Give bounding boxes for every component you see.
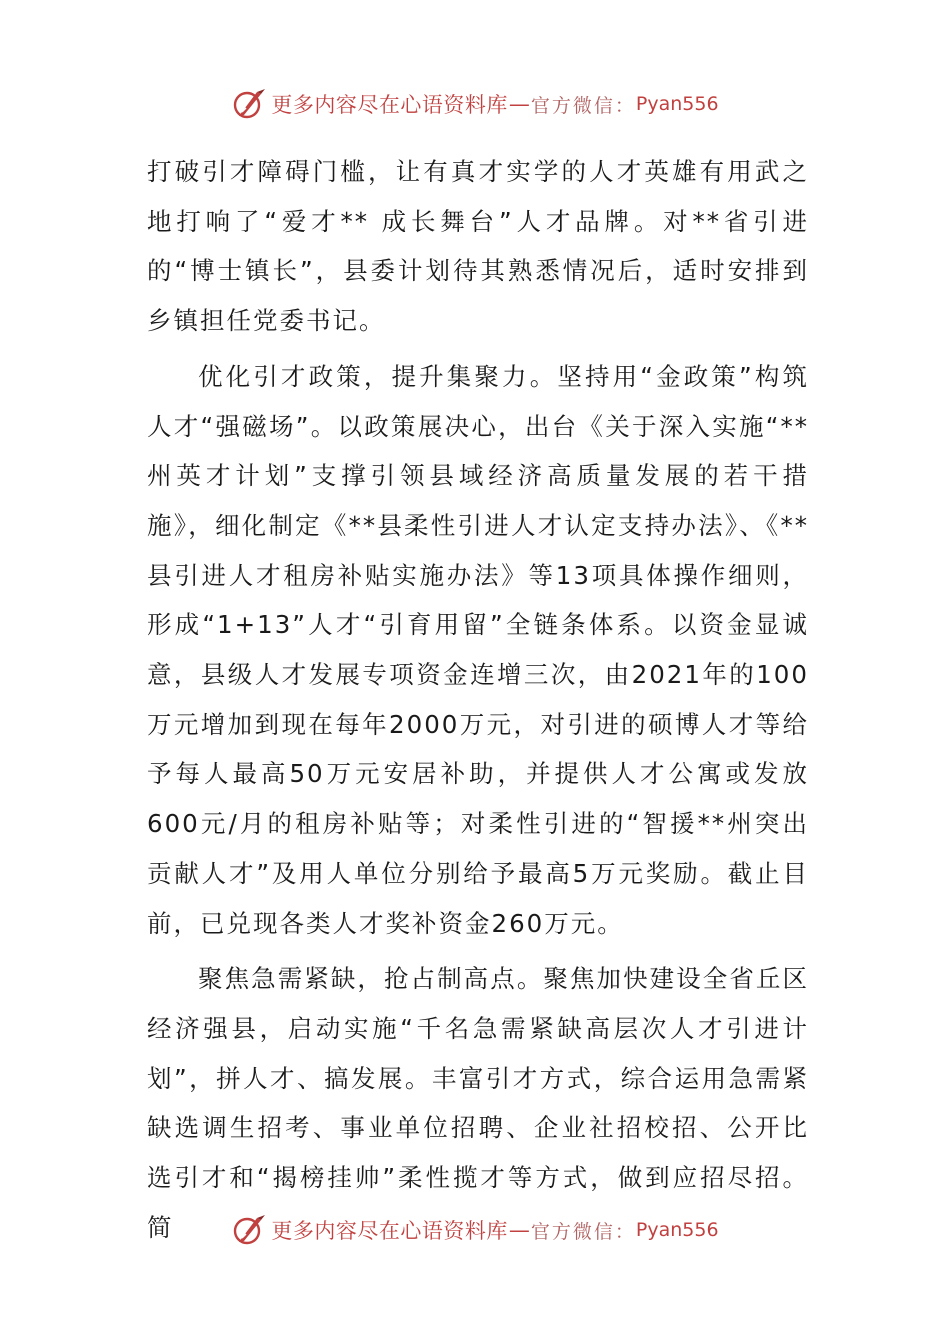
paragraph-2: 优化引才政策，提升集聚力。坚持用“金政策”构筑人才“强磁场”。以政策展决心，出台《关于深入实施“**州英才计划”支撑引领县域经济高质量发展的若干措施》，细化制定《**县柔性引进人才认定支持办法》、《**县引进人才租房补贴实施办法》等13项具体操作细则，形成“1+13”人才“引育用留”全链条体系。以资金显诚意，县级人才发展专项资金连增三次，由2021年的100万元增加到现在每年2000万元，对引进的硕博人才等给予每人最高50万元安居补助，并提供人才公寓或发放600元/月的租房补贴等；对柔性引进的“智援**州突出贡献人才”及用人单位分别给予最高5万元奖励。截止目前，已兑现各类人才奖补资金260万元。 — [147, 361, 809, 938]
quill-logo-icon — [231, 1212, 267, 1248]
paragraph-3: 聚焦急需紧缺，抢占制高点。聚焦加快建设全省丘区经济强县，启动实施“千名急需紧缺高层次人才引进计划”，拼人才、搞发展。丰富引才方式，综合运用急需紧缺选调生招考、事业单位招聘、企业社招校招、公开比选引才和“揭榜挂帅”柔性揽才等方式，做到应招尽招。简 — [147, 964, 809, 1242]
footer-banner — [0, 1210, 950, 1250]
site-name: 更多内容尽在心语资料库 — [271, 93, 508, 117]
site-name: 更多内容尽在心语资料库 — [271, 1219, 508, 1243]
official-wechat-label: 官方微信： — [530, 94, 636, 117]
paragraph-1: 打破引才障碍门槛，让有真才实学的人才英雄有用武之地打响了“爱才** 成长舞台”人才品牌。对**省引进的“博士镇长”，县委计划待其熟悉情况后，适时安排到乡镇担任党委书记。 — [147, 157, 809, 336]
wechat-id: Pyan556 — [635, 93, 719, 115]
quill-logo-icon — [231, 86, 267, 122]
official-wechat-label: 官方微信： — [530, 1220, 636, 1243]
document-body — [147, 147, 809, 1252]
header-banner — [0, 84, 950, 124]
wechat-id: Pyan556 — [635, 1219, 719, 1241]
separator-dash: — — [508, 92, 530, 116]
separator-dash: — — [508, 1218, 530, 1242]
